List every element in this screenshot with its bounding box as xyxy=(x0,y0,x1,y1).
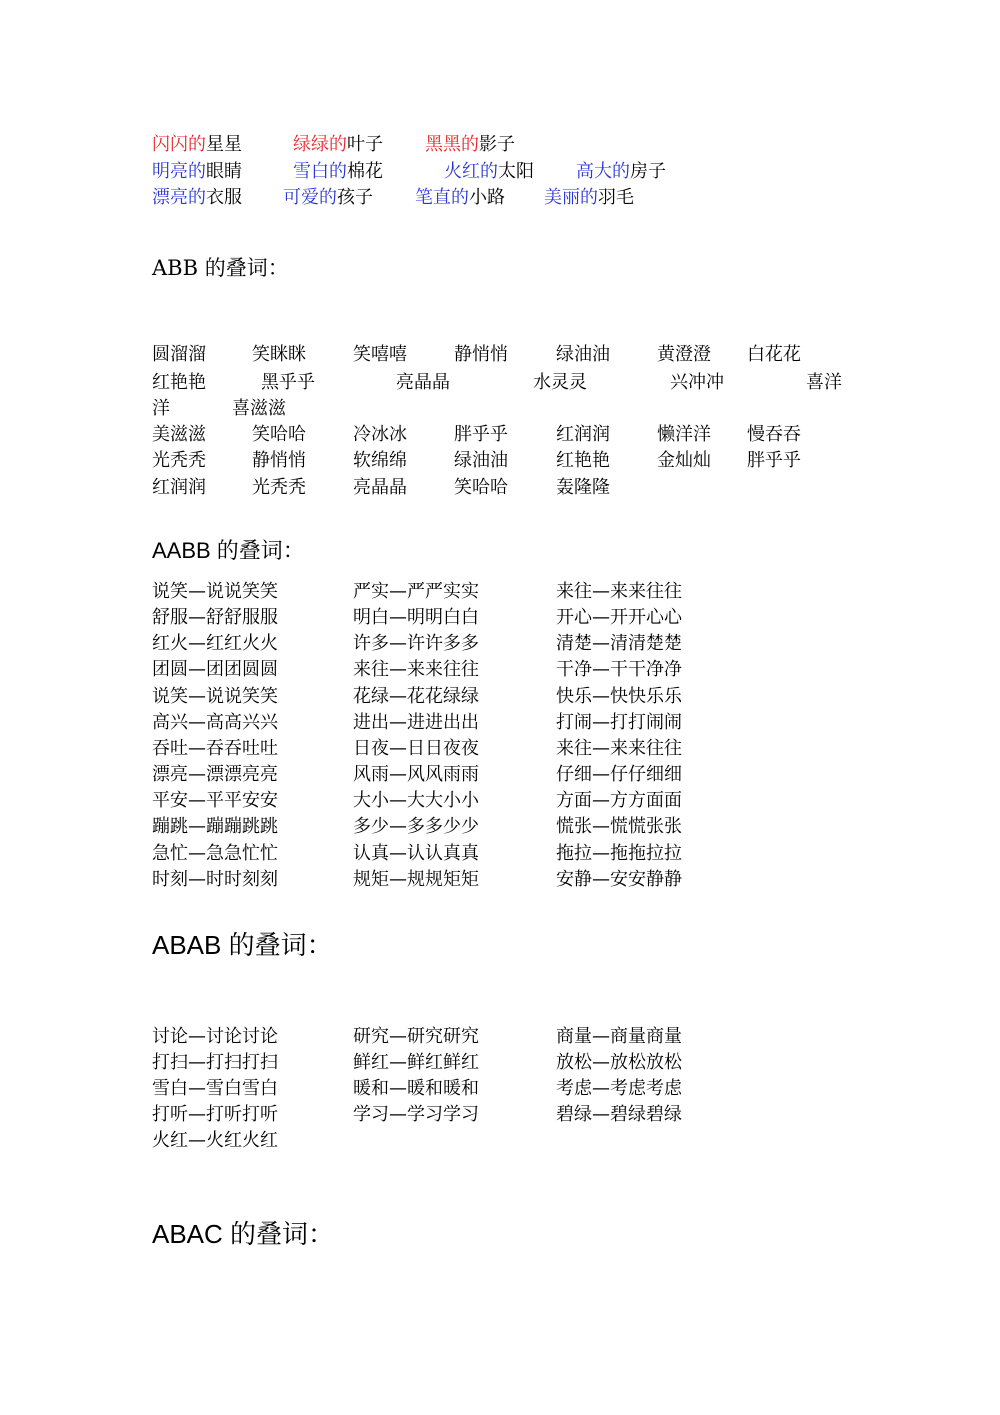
word-pair: 打扫—打扫打扫 xyxy=(152,1052,278,1073)
phrase-adjective: 雪白的 xyxy=(293,161,347,182)
word-pair: 舒服—舒舒服服 xyxy=(152,607,278,628)
phrase-adjective: 高大的 xyxy=(576,161,630,182)
word-pair: 说笑—说说笑笑 xyxy=(152,581,278,602)
word-pair: 来往—来来往往 xyxy=(556,581,682,602)
word-pair: 学习—学习学习 xyxy=(353,1104,479,1125)
word-pair: 红火—红红火火 xyxy=(152,633,278,654)
word-pair: 严实—严严实实 xyxy=(353,581,479,602)
word-pair: 暖和—暖和暖和 xyxy=(353,1078,479,1099)
word-pair: 拖拉—拖拖拉拉 xyxy=(556,843,682,864)
word-pair: 蹦跳—蹦蹦跳跳 xyxy=(152,816,278,837)
phrase-noun: 房子 xyxy=(630,161,666,182)
word-pair: 花绿—花花绿绿 xyxy=(353,686,479,707)
phrase-noun: 星星 xyxy=(206,134,242,155)
word-pair: 放松—放松放松 xyxy=(556,1052,682,1073)
phrase-adjective: 笔直的 xyxy=(415,187,469,208)
word: 圆溜溜 xyxy=(152,344,206,365)
phrase-adjective: 漂亮的 xyxy=(152,187,206,208)
word-pair: 规矩—规规矩矩 xyxy=(353,869,479,890)
word-pair: 鲜红—鲜红鲜红 xyxy=(353,1052,479,1073)
word-pair: 许多—许许多多 xyxy=(353,633,479,654)
word-pair: 打听—打听打听 xyxy=(152,1104,278,1125)
word-pair: 仔细—仔仔细细 xyxy=(556,764,682,785)
word: 静悄悄 xyxy=(252,450,306,471)
word: 亮晶晶 xyxy=(396,372,450,393)
phrase xyxy=(576,160,666,184)
word: 金灿灿 xyxy=(657,450,711,471)
word: 兴冲冲 xyxy=(670,372,724,393)
phrase-noun: 太阳 xyxy=(498,161,534,182)
word: 绿油油 xyxy=(454,450,508,471)
phrase-adjective: 可爱的 xyxy=(283,187,337,208)
phrase-noun: 衣服 xyxy=(206,187,242,208)
word: 红艳艳 xyxy=(152,372,206,393)
word-pair: 讨论—讨论讨论 xyxy=(152,1026,278,1047)
word-pair: 干净—干干净净 xyxy=(556,659,682,680)
phrase-adjective: 美丽的 xyxy=(544,187,598,208)
word-pair: 清楚—清清楚楚 xyxy=(556,633,682,654)
phrase-adjective: 闪闪的 xyxy=(152,134,206,155)
word-pair: 碧绿—碧绿碧绿 xyxy=(556,1104,682,1125)
word: 胖乎乎 xyxy=(747,450,801,471)
word: 喜滋滋 xyxy=(232,398,286,419)
phrase xyxy=(152,133,242,157)
word-pair: 进出—进进出出 xyxy=(353,712,479,733)
word-pair: 吞吐—吞吞吐吐 xyxy=(152,738,278,759)
word-pair: 风雨—风风雨雨 xyxy=(353,764,479,785)
aabb-heading: AABB 的叠词： xyxy=(152,538,305,563)
word-pair: 团圆—团团圆圆 xyxy=(152,659,278,680)
word-pair: 平安—平平安安 xyxy=(152,790,278,811)
word-pair: 日夜—日日夜夜 xyxy=(353,738,479,759)
phrase-noun: 棉花 xyxy=(347,161,383,182)
word: 轰隆隆 xyxy=(556,477,610,498)
word-pair: 来往—来来往往 xyxy=(353,659,479,680)
phrase xyxy=(544,186,634,210)
word: 喜洋 xyxy=(806,372,842,393)
word: 软绵绵 xyxy=(353,450,407,471)
word: 笑嘻嘻 xyxy=(353,344,407,365)
word: 笑哈哈 xyxy=(252,424,306,445)
word-pair: 研究—研究研究 xyxy=(353,1026,479,1047)
word: 白花花 xyxy=(747,344,801,365)
word: 光秃秃 xyxy=(152,450,206,471)
phrase xyxy=(152,160,242,184)
word-pair: 来往—来来往往 xyxy=(556,738,682,759)
word-pair: 慌张—慌慌张张 xyxy=(556,816,682,837)
word: 冷冰冰 xyxy=(353,424,407,445)
phrase-adjective: 绿绿的 xyxy=(293,134,347,155)
word: 亮晶晶 xyxy=(353,477,407,498)
word-pair: 方面—方方面面 xyxy=(556,790,682,811)
word-pair: 急忙—急急忙忙 xyxy=(152,843,278,864)
word: 美滋滋 xyxy=(152,424,206,445)
word-pair: 时刻—时时刻刻 xyxy=(152,869,278,890)
word: 慢吞吞 xyxy=(747,424,801,445)
phrase-noun: 小路 xyxy=(469,187,505,208)
word: 胖乎乎 xyxy=(454,424,508,445)
word: 懒洋洋 xyxy=(657,424,711,445)
phrase-noun: 眼睛 xyxy=(206,161,242,182)
phrase-noun: 叶子 xyxy=(347,134,383,155)
phrase-adjective: 明亮的 xyxy=(152,161,206,182)
phrase-adjective: 黑黑的 xyxy=(425,134,479,155)
word-pair: 多少—多多少少 xyxy=(353,816,479,837)
word-pair: 大小—大大小小 xyxy=(353,790,479,811)
word: 笑眯眯 xyxy=(252,344,306,365)
word-pair: 明白—明明白白 xyxy=(353,607,479,628)
word-pair: 高兴—高高兴兴 xyxy=(152,712,278,733)
word: 黄澄澄 xyxy=(657,344,711,365)
word: 笑哈哈 xyxy=(454,477,508,498)
word-pair: 认真—认认真真 xyxy=(353,843,479,864)
word-pair: 安静—安安静静 xyxy=(556,869,682,890)
word: 水灵灵 xyxy=(533,372,587,393)
word-pair: 说笑—说说笑笑 xyxy=(152,686,278,707)
abac-heading: ABAC 的叠词： xyxy=(152,1219,335,1249)
word-pair: 快乐—快快乐乐 xyxy=(556,686,682,707)
phrase-noun: 羽毛 xyxy=(598,187,634,208)
abab-heading: ABAB 的叠词： xyxy=(152,930,333,960)
word: 红润润 xyxy=(152,477,206,498)
word-pair: 漂亮—漂漂亮亮 xyxy=(152,764,278,785)
word-pair: 商量—商量商量 xyxy=(556,1026,682,1047)
phrase-noun: 影子 xyxy=(479,134,515,155)
phrase xyxy=(444,160,534,184)
word: 静悄悄 xyxy=(454,344,508,365)
word-pair: 打闹—打打闹闹 xyxy=(556,712,682,733)
phrase xyxy=(293,160,383,184)
phrase xyxy=(152,186,242,210)
phrase xyxy=(415,186,505,210)
word: 黑乎乎 xyxy=(261,372,315,393)
phrase-noun: 孩子 xyxy=(337,187,373,208)
abb-heading: ABB 的叠词： xyxy=(152,256,289,280)
word: 光秃秃 xyxy=(252,477,306,498)
word-pair: 考虑—考虑考虑 xyxy=(556,1078,682,1099)
word-pair: 开心—开开心心 xyxy=(556,607,682,628)
phrase xyxy=(293,133,383,157)
phrase xyxy=(283,186,373,210)
word: 绿油油 xyxy=(556,344,610,365)
phrase-adjective: 火红的 xyxy=(444,161,498,182)
word: 洋 xyxy=(152,398,170,419)
word-pair: 雪白—雪白雪白 xyxy=(152,1078,278,1099)
word-pair: 火红—火红火红 xyxy=(152,1130,278,1151)
phrase xyxy=(425,133,515,157)
word: 红润润 xyxy=(556,424,610,445)
word: 红艳艳 xyxy=(556,450,610,471)
